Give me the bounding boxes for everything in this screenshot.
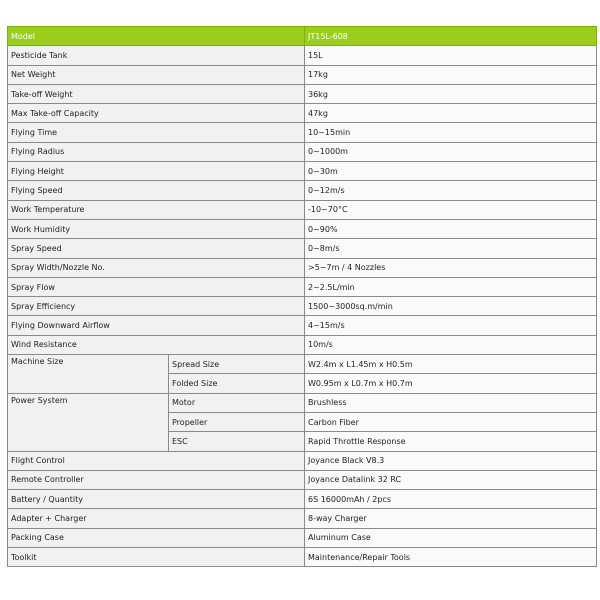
spec-value: Brushless <box>305 393 597 412</box>
header-label: Model <box>8 27 305 46</box>
spec-value: 15L <box>305 46 597 65</box>
spec-value: >5~7m / 4 Nozzles <box>305 258 597 277</box>
spec-label: Wind Resistance <box>8 335 305 354</box>
spec-value: 8-way Charger <box>305 509 597 528</box>
spec-value: Carbon Fiber <box>305 412 597 431</box>
table-row <box>8 65 597 84</box>
spec-sublabel: Folded Size <box>169 374 305 393</box>
spec-label: Max Take-off Capacity <box>8 104 305 123</box>
table-row <box>8 528 597 547</box>
spec-value: 0~12m/s <box>305 181 597 200</box>
spec-label: Battery / Quantity <box>8 490 305 509</box>
table-row <box>8 104 597 123</box>
spec-value: W0.95m x L0.7m x H0.7m <box>305 374 597 393</box>
table-row <box>8 509 597 528</box>
spec-value: 0~8m/s <box>305 239 597 258</box>
spec-label: Flying Downward Airflow <box>8 316 305 335</box>
spec-label: Spray Width/Nozzle No. <box>8 258 305 277</box>
spec-value: 1500~3000sq.m/min <box>305 297 597 316</box>
table-row <box>8 393 597 412</box>
spec-label: Toolkit <box>8 548 305 567</box>
table-row <box>8 219 597 238</box>
spec-value: 0~1000m <box>305 142 597 161</box>
spec-value: Joyance Datalink 32 RC <box>305 470 597 489</box>
spec-label: Net Weight <box>8 65 305 84</box>
table-row <box>8 297 597 316</box>
power-system-label: Power System <box>8 393 169 451</box>
table-row <box>8 123 597 142</box>
spec-value: 17kg <box>305 65 597 84</box>
spec-label: Flying Height <box>8 162 305 181</box>
header-value: JT15L-608 <box>305 27 597 46</box>
spec-sublabel: Spread Size <box>169 355 305 374</box>
spec-value: 0~90% <box>305 219 597 238</box>
spec-value: 10~15min <box>305 123 597 142</box>
spec-value: 0~30m <box>305 162 597 181</box>
table-row <box>8 451 597 470</box>
spec-sublabel: Motor <box>169 393 305 412</box>
spec-label: Flying Time <box>8 123 305 142</box>
table-header-row <box>8 27 597 46</box>
spec-label: Adapter + Charger <box>8 509 305 528</box>
spec-value: 2~2.5L/min <box>305 277 597 296</box>
table-row <box>8 200 597 219</box>
spec-value: 6S 16000mAh / 2pcs <box>305 490 597 509</box>
spec-value: 10m/s <box>305 335 597 354</box>
spec-label: Spray Flow <box>8 277 305 296</box>
spec-label: Flying Radius <box>8 142 305 161</box>
machine-size-label: Machine Size <box>8 355 169 394</box>
table-row <box>8 239 597 258</box>
spec-label: Work Humidity <box>8 219 305 238</box>
table-row <box>8 355 597 374</box>
table-row <box>8 46 597 65</box>
spec-label: Flight Control <box>8 451 305 470</box>
spec-label: Spray Speed <box>8 239 305 258</box>
spec-table <box>7 26 597 567</box>
spec-value: 47kg <box>305 104 597 123</box>
spec-sublabel: ESC <box>169 432 305 451</box>
spec-value: Joyance Black V8.3 <box>305 451 597 470</box>
table-row <box>8 490 597 509</box>
spec-value: 36kg <box>305 84 597 103</box>
spec-value: 4~15m/s <box>305 316 597 335</box>
table-row <box>8 277 597 296</box>
table-row <box>8 84 597 103</box>
table-row <box>8 181 597 200</box>
spec-label: Packing Case <box>8 528 305 547</box>
spec-value: W2.4m x L1.45m x H0.5m <box>305 355 597 374</box>
spec-sublabel: Propeller <box>169 412 305 431</box>
spec-label: Take-off Weight <box>8 84 305 103</box>
spec-value: -10~70°C <box>305 200 597 219</box>
table-row <box>8 470 597 489</box>
spec-value: Aluminum Case <box>305 528 597 547</box>
spec-label: Spray Efficiency <box>8 297 305 316</box>
spec-value: Rapid Throttle Response <box>305 432 597 451</box>
table-row <box>8 316 597 335</box>
spec-label: Remote Controller <box>8 470 305 489</box>
spec-value: Maintenance/Repair Tools <box>305 548 597 567</box>
table-row <box>8 162 597 181</box>
table-row <box>8 335 597 354</box>
table-row <box>8 258 597 277</box>
table-row <box>8 142 597 161</box>
spec-label: Pesticide Tank <box>8 46 305 65</box>
table-row <box>8 548 597 567</box>
spec-label: Flying Speed <box>8 181 305 200</box>
spec-label: Work Temperature <box>8 200 305 219</box>
